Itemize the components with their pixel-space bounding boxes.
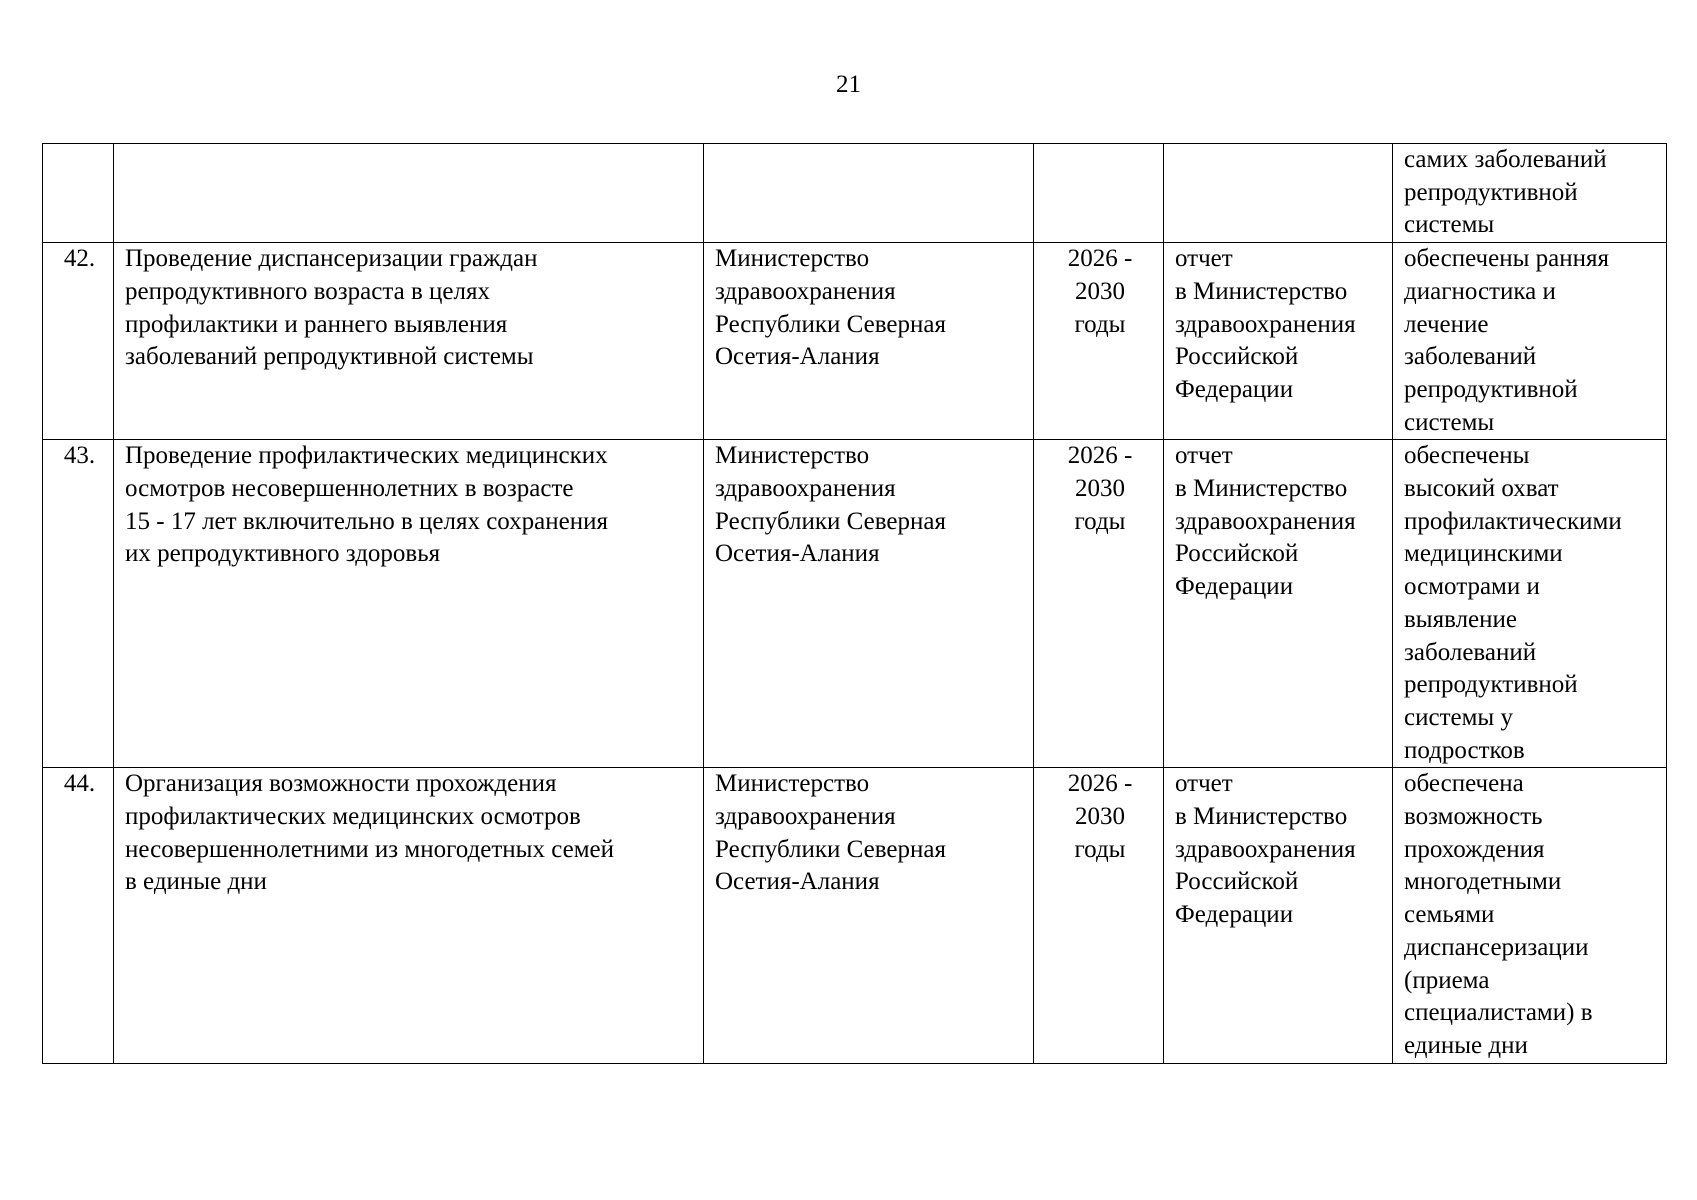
report-line: отчет	[1175, 442, 1233, 470]
result-line: семьями	[1404, 901, 1495, 929]
term-line: годы	[1074, 835, 1126, 863]
result-line: возможность	[1404, 803, 1543, 831]
result-line: подростков	[1404, 736, 1525, 764]
activity-line: Проведение профилактических медицинских	[125, 442, 608, 470]
cell-term	[1034, 144, 1164, 243]
result-line: системы у	[1404, 703, 1513, 731]
activity-line: несовершеннолетними из многодетных семей	[125, 835, 615, 863]
cell-responsible	[704, 768, 1034, 1063]
cell-term	[1034, 243, 1164, 440]
cell-report	[1164, 243, 1393, 440]
activity-line: 15 - 17 лет включительно в целях сохранения	[125, 507, 609, 535]
activity-line: профилактических медицинских осмотров	[125, 803, 581, 831]
activity-line: Проведение диспансеризации граждан	[125, 245, 538, 273]
term-line: 2026 -	[1067, 442, 1133, 470]
cell-term	[1034, 768, 1164, 1063]
measures-table	[42, 143, 1667, 1064]
result-line: профилактическими	[1404, 507, 1622, 535]
activity-line: их репродуктивного здоровья	[125, 540, 441, 568]
report-line: Федерации	[1175, 573, 1294, 601]
term-line: 2026 -	[1067, 245, 1133, 273]
result-line: обеспечены	[1404, 442, 1530, 470]
activity-line: заболеваний репродуктивной системы	[125, 343, 534, 371]
result-line: высокий охват	[1404, 475, 1559, 503]
cell-number: 42.	[43, 243, 114, 440]
result-line: заболеваний	[1404, 638, 1537, 666]
report-line: здравоохранения	[1175, 310, 1356, 338]
table-row	[43, 440, 1667, 768]
responsible-line: Осетия-Алания	[715, 343, 880, 371]
responsible-line: здравоохранения	[715, 803, 896, 831]
term-line: 2030	[1075, 803, 1125, 831]
cell-number: 44.	[43, 768, 114, 1063]
responsible-line: Министерство	[715, 770, 870, 798]
cell-responsible	[704, 243, 1034, 440]
term-line: 2030	[1075, 277, 1125, 305]
activity-line: осмотров несовершеннолетних в возрасте	[125, 475, 574, 503]
report-line: отчет	[1175, 770, 1233, 798]
result-line: репродуктивной	[1404, 671, 1578, 699]
responsible-line: здравоохранения	[715, 475, 896, 503]
report-line: в Министерство	[1175, 803, 1348, 831]
cell-report	[1164, 768, 1393, 1063]
result-line: диспансеризации	[1404, 933, 1589, 961]
result-line: специалистами) в	[1404, 999, 1593, 1027]
cell-result	[1393, 243, 1667, 440]
table-row-continuation	[43, 144, 1667, 243]
cell-activity	[114, 440, 704, 768]
result-line: репродуктивной	[1404, 178, 1578, 206]
result-line: многодетными	[1404, 868, 1562, 896]
cell-activity	[114, 144, 704, 243]
responsible-line: Республики Северная	[715, 310, 946, 338]
report-line: отчет	[1175, 245, 1233, 273]
cell-report	[1164, 440, 1393, 768]
result-line: медицинскими	[1404, 540, 1563, 568]
cell-result	[1393, 440, 1667, 768]
table-row	[43, 768, 1667, 1063]
responsible-line: Осетия-Алания	[715, 540, 880, 568]
cell-activity	[114, 243, 704, 440]
cell-responsible	[704, 440, 1034, 768]
result-line: прохождения	[1404, 835, 1545, 863]
term-line: 2026 -	[1067, 770, 1133, 798]
responsible-line: Республики Северная	[715, 835, 946, 863]
result-line: (приема	[1404, 966, 1490, 994]
result-line: обеспечена	[1404, 770, 1524, 798]
responsible-line: Осетия-Алания	[715, 868, 880, 896]
result-line: самих заболеваний	[1404, 146, 1607, 173]
report-line: Федерации	[1175, 901, 1294, 929]
responsible-line: Республики Северная	[715, 507, 946, 535]
cell-number: 43.	[43, 440, 114, 768]
cell-term	[1034, 440, 1164, 768]
term-line: годы	[1074, 507, 1126, 535]
report-line: в Министерство	[1175, 277, 1348, 305]
result-line: единые дни	[1404, 1031, 1528, 1059]
report-line: Российской	[1175, 343, 1299, 371]
cell-report	[1164, 144, 1393, 243]
table-row	[43, 243, 1667, 440]
cell-responsible	[704, 144, 1034, 243]
cell-number	[43, 144, 114, 243]
report-line: здравоохранения	[1175, 835, 1356, 863]
cell-activity	[114, 768, 704, 1063]
report-line: здравоохранения	[1175, 507, 1356, 535]
activity-line: профилактики и раннего выявления	[125, 310, 508, 338]
result-line: системы	[1404, 408, 1495, 436]
activity-line: в единые дни	[125, 868, 267, 896]
result-line: системы	[1404, 211, 1495, 239]
term-line: 2030	[1075, 475, 1125, 503]
report-line: Российской	[1175, 868, 1299, 896]
cell-result	[1393, 768, 1667, 1063]
result-line: осмотрами и	[1404, 573, 1540, 601]
responsible-line: здравоохранения	[715, 277, 896, 305]
activity-line: репродуктивного возраста в целях	[125, 277, 490, 305]
activity-line: Организация возможности прохождения	[125, 770, 557, 798]
result-line: обеспечены ранняя	[1404, 245, 1610, 273]
result-line: репродуктивной	[1404, 375, 1578, 403]
cell-result	[1393, 144, 1667, 243]
term-line: годы	[1074, 310, 1126, 338]
responsible-line: Министерство	[715, 245, 870, 273]
result-line: выявление	[1404, 605, 1518, 633]
result-line: лечение	[1404, 310, 1489, 338]
report-line: Российской	[1175, 540, 1299, 568]
report-line: в Министерство	[1175, 475, 1348, 503]
responsible-line: Министерство	[715, 442, 870, 470]
page-number: 21	[836, 71, 861, 98]
result-line: диагностика и	[1404, 277, 1556, 305]
report-line: Федерации	[1175, 375, 1294, 403]
result-line: заболеваний	[1404, 343, 1537, 371]
